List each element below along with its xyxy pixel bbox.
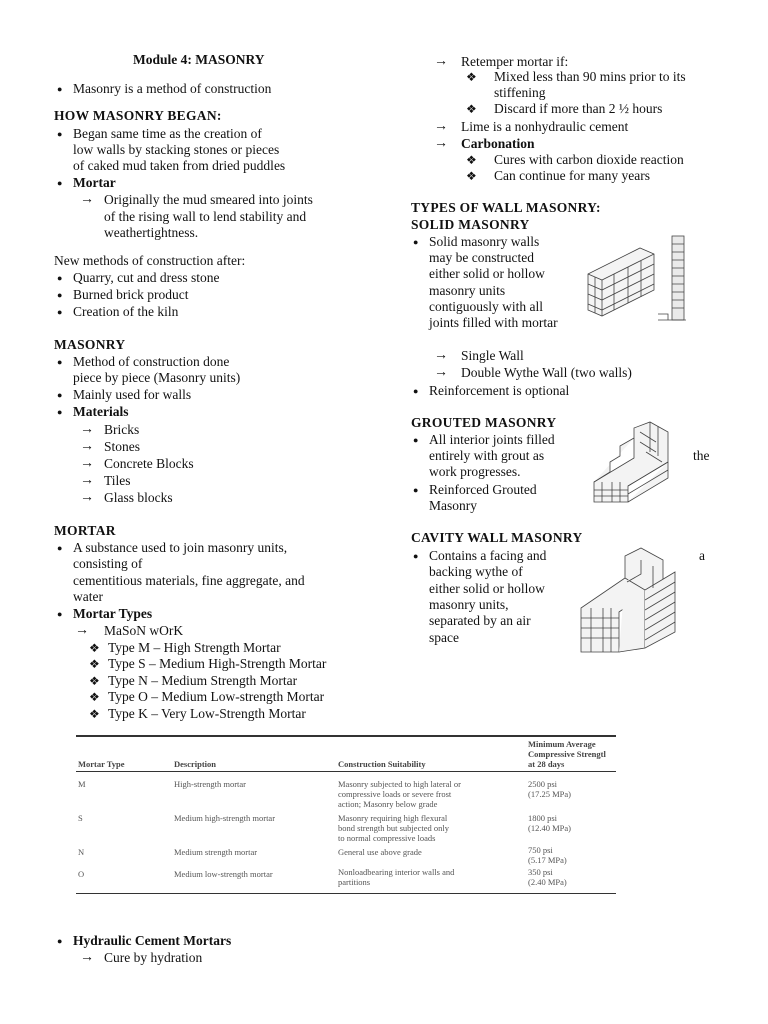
reinforcement-line: Reinforcement is optional	[429, 383, 570, 398]
table-cell-type: S	[78, 813, 83, 823]
grouted-line-1: All interior joints filled	[429, 432, 555, 447]
table-cell-desc: High-strength mortar	[174, 779, 246, 789]
mortar-type-item: Type S – Medium High-Strength Mortar	[108, 656, 327, 671]
types-wall-heading: TYPES OF WALL MASONRY:	[411, 200, 601, 215]
bullet-icon: ●	[57, 609, 63, 619]
carbonation-item-1: Cures with carbon dioxide reaction	[494, 152, 684, 167]
cavity-line-4: masonry units,	[429, 597, 509, 612]
table-cell-suit: Nonloadbearing interior walls and	[338, 867, 455, 877]
new-method-item-1: Quarry, cut and dress stone	[73, 270, 220, 285]
hydraulic-label: Hydraulic Cement Mortars	[73, 933, 232, 948]
diamond-bullet-icon: ❖	[466, 102, 477, 116]
mortar-type-item: Type M – High Strength Mortar	[108, 640, 281, 655]
material-item: Bricks	[104, 422, 140, 437]
table-cell-mpa: (12.40 MPa)	[528, 823, 571, 833]
mortar-types-label: Mortar Types	[73, 606, 153, 621]
table-cell-suit: General use above grade	[338, 847, 422, 857]
table-cell-desc: Medium low-strength mortar	[174, 869, 273, 879]
bullet-icon: ●	[57, 543, 63, 553]
table-header-strength-2: Compressive Strengtl	[528, 749, 606, 759]
solid-line-2: may be constructed	[429, 250, 534, 265]
table-header-suitability: Construction Suitability	[338, 759, 426, 769]
masonry-line-2: piece by piece (Masonry units)	[73, 370, 241, 385]
how-masonry-began-heading: HOW MASONRY BEGAN:	[54, 108, 222, 123]
solid-line-3: either solid or hollow	[429, 266, 545, 281]
table-cell-mpa: (5.17 MPa)	[528, 855, 567, 865]
table-cell-suit: to normal compressive loads	[338, 833, 436, 843]
diamond-bullet-icon: ❖	[89, 641, 100, 655]
began-line-2: low walls by stacking stones or pieces	[73, 142, 280, 157]
table-cell-suit: bond strength but subjected only	[338, 823, 449, 833]
mortar-origin-line-1: Originally the mud smeared into joints	[104, 192, 313, 207]
table-cell-psi: 350 psi	[528, 867, 553, 877]
arrow-icon: →	[80, 422, 94, 437]
arrow-icon: →	[75, 623, 89, 638]
mortar-def-line-4: water	[73, 589, 103, 604]
masonry-heading: MASONRY	[54, 337, 126, 352]
table-cell-suit: Masonry requiring high flexural	[338, 813, 448, 823]
diamond-bullet-icon: ❖	[89, 707, 100, 721]
grouted-line-3: work progresses.	[429, 464, 521, 479]
arrow-icon: →	[434, 348, 448, 363]
cavity-wall-heading: CAVITY WALL MASONRY	[411, 530, 583, 545]
bullet-icon: ●	[57, 129, 63, 139]
cavity-line-5: separated by an air	[429, 613, 531, 628]
single-wall-item: Single Wall	[461, 348, 524, 363]
solid-masonry-illustration	[580, 234, 690, 326]
cavity-line-1: Contains a facing and	[429, 548, 547, 563]
arrow-icon: →	[80, 439, 94, 454]
material-item: Concrete Blocks	[104, 456, 194, 471]
bullet-icon: ●	[413, 435, 419, 445]
table-cell-suit: partitions	[338, 877, 371, 887]
cavity-line-2: backing wythe of	[429, 564, 523, 579]
diamond-bullet-icon: ❖	[466, 70, 477, 84]
grouted-masonry-heading: GROUTED MASONRY	[411, 415, 557, 430]
lime-line: Lime is a nonhydraulic cement	[461, 119, 629, 134]
new-method-item-2: Burned brick product	[73, 287, 189, 302]
table-cell-mpa: (17.25 MPa)	[528, 789, 571, 799]
grouted-word-the: the	[693, 448, 710, 463]
began-line-3: of caked mud taken from dried puddles	[73, 158, 286, 173]
new-methods-intro: New methods of construction after:	[54, 253, 246, 268]
bullet-icon: ●	[413, 551, 419, 561]
arrow-icon: →	[80, 456, 94, 471]
page-title: Module 4: MASONRY	[133, 52, 265, 67]
bullet-icon: ●	[57, 307, 63, 317]
mortar-label: Mortar	[73, 175, 116, 190]
arrow-icon: →	[80, 192, 94, 207]
bullet-icon: ●	[57, 407, 63, 417]
table-cell-type: M	[78, 779, 86, 789]
table-cell-type: N	[78, 847, 85, 857]
table-cell-suit: compressive loads or severe frost	[338, 789, 452, 799]
grouted-reinforced-line-2: Masonry	[429, 498, 477, 513]
bullet-icon: ●	[57, 84, 63, 94]
material-item: Glass blocks	[104, 490, 173, 505]
table-bottom-rule	[76, 893, 616, 894]
masonry-line-1: Method of construction done	[73, 354, 230, 369]
materials-label: Materials	[73, 404, 129, 419]
arrow-icon: →	[434, 119, 448, 134]
carbonation-label: Carbonation	[461, 136, 535, 151]
grouted-line-2: entirely with grout as	[429, 448, 545, 463]
mortar-def-line-1: A substance used to join masonry units,	[73, 540, 288, 555]
mortar-type-item: Type K – Very Low-Strength Mortar	[108, 706, 306, 721]
table-cell-type: O	[78, 869, 85, 879]
mortar-origin-line-2: of the rising wall to lend stability and	[104, 209, 307, 224]
table-cell-mpa: (2.40 MPa)	[528, 877, 567, 887]
retemper-item-1b: stiffening	[494, 85, 546, 100]
table-header-rule	[76, 771, 616, 772]
table-cell-desc: Medium high-strength mortar	[174, 813, 276, 823]
bullet-icon: ●	[413, 237, 419, 247]
bullet-icon: ●	[57, 273, 63, 283]
bullet-icon: ●	[413, 485, 419, 495]
table-cell-psi: 1800 psi	[528, 813, 558, 823]
retemper-label: Retemper mortar if:	[461, 54, 569, 69]
hydraulic-item: Cure by hydration	[104, 950, 203, 965]
cavity-word-a: a	[699, 548, 705, 563]
diamond-bullet-icon: ❖	[466, 169, 477, 183]
table-header-strength-3: at 28 days	[528, 759, 565, 769]
double-wythe-item: Double Wythe Wall (two walls)	[461, 365, 632, 380]
mortar-type-table	[76, 733, 616, 899]
new-method-item-3: Creation of the kiln	[73, 304, 179, 319]
material-item: Stones	[104, 439, 141, 454]
cavity-wall-illustration	[575, 548, 685, 658]
diamond-bullet-icon: ❖	[466, 153, 477, 167]
diamond-bullet-icon: ❖	[89, 690, 100, 704]
retemper-item-2: Discard if more than 2 ½ hours	[494, 101, 663, 116]
bullet-icon: ●	[57, 357, 63, 367]
arrow-icon: →	[80, 490, 94, 505]
mortar-heading: MORTAR	[54, 523, 116, 538]
table-cell-psi: 750 psi	[528, 845, 553, 855]
arrow-icon: →	[434, 365, 448, 380]
mortar-mnemonic: MaSoN wOrK	[104, 623, 184, 638]
masonry-use: Mainly used for walls	[73, 387, 192, 402]
table-cell-suit: action; Masonry below grade	[338, 799, 438, 809]
solid-line-1: Solid masonry walls	[429, 234, 540, 249]
bullet-icon: ●	[413, 386, 419, 396]
diamond-bullet-icon: ❖	[89, 657, 100, 671]
arrow-icon: →	[80, 473, 94, 488]
table-header-description: Description	[174, 759, 217, 769]
began-line-1: Began same time as the creation of	[73, 126, 262, 141]
bullet-icon: ●	[57, 390, 63, 400]
grouted-reinforced-line-1: Reinforced Grouted	[429, 482, 537, 497]
cavity-line-3: either solid or hollow	[429, 581, 545, 596]
diamond-bullet-icon: ❖	[89, 674, 100, 688]
bullet-icon: ●	[57, 290, 63, 300]
arrow-icon: →	[434, 136, 448, 151]
mortar-def-line-3: cementitious materials, fine aggregate, and	[73, 573, 305, 588]
cavity-line-6: space	[429, 630, 459, 645]
solid-line-6: joints filled with mortar	[429, 315, 558, 330]
grouted-masonry-illustration	[590, 422, 686, 506]
intro-line: Masonry is a method of construction	[73, 81, 272, 96]
bullet-icon: ●	[57, 178, 63, 188]
table-cell-desc: Medium strength mortar	[174, 847, 258, 857]
mortar-type-item: Type N – Medium Strength Mortar	[108, 673, 298, 688]
solid-line-4: masonry units	[429, 283, 506, 298]
table-header-strength-1: Minimum Average	[528, 739, 596, 749]
arrow-icon: →	[80, 950, 94, 965]
retemper-item-1: Mixed less than 90 mins prior to its	[494, 69, 686, 84]
solid-masonry-heading: SOLID MASONRY	[411, 217, 530, 232]
solid-line-5: contiguously with all	[429, 299, 543, 314]
carbonation-item-2: Can continue for many years	[494, 168, 650, 183]
table-header-mortar-type: Mortar Type	[78, 759, 125, 769]
bullet-icon: ●	[57, 936, 63, 946]
table-top-rule	[76, 735, 616, 737]
material-item: Tiles	[104, 473, 131, 488]
mortar-def-line-2: consisting of	[73, 556, 143, 571]
arrow-icon: →	[434, 54, 448, 69]
table-cell-suit: Masonry subjected to high lateral or	[338, 779, 461, 789]
table-cell-psi: 2500 psi	[528, 779, 558, 789]
mortar-origin-line-3: weathertightness.	[104, 225, 199, 240]
mortar-type-item: Type O – Medium Low-strength Mortar	[108, 689, 325, 704]
